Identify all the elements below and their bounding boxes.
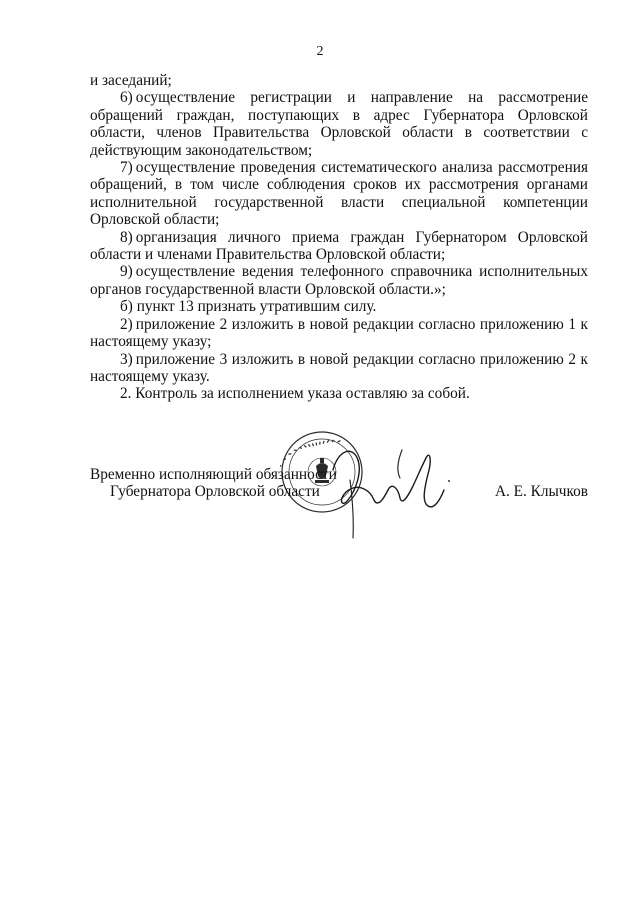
paragraph-item-b: б) пункт 13 признать утратившим силу. <box>120 298 377 316</box>
paragraph-item-8: 8) организация личного приема граждан Губернатором Орловской области и членами Правительства Орловской области; <box>90 228 588 264</box>
paragraph-control: 2. Контроль за исполнением указа оставляю за собой. <box>120 385 470 403</box>
paragraph-appendix-3: 3) приложение 3 изложить в новой редакции согласно приложению 2 к настоящему указу. <box>90 350 588 385</box>
signatory-title-line-2: Губернатора Орловской области <box>110 483 320 501</box>
scan-speck <box>448 480 450 482</box>
signatory-title-line-1: Временно исполняющий обязанности <box>90 466 337 483</box>
signatory-name: А. Е. Клычков <box>494 483 588 501</box>
paragraph-item-9: 9) осуществление ведения телефонного справочника исполнительных органов государственной власти Орловской области.»; <box>90 263 588 298</box>
document-body <box>90 72 588 403</box>
paragraph-continuation: и заседаний; <box>90 72 172 89</box>
paragraph-item-6: 6) осуществление регистрации и направление на рассмотрение обращений граждан, поступающих в адрес Губернатора Орловской области, членов Правительства Орловской области в соответствии с действующим законодательством; <box>90 89 588 159</box>
paragraph-appendix-2: 2) приложение 2 изложить в новой редакции согласно приложению 1 к настоящему указу; <box>90 315 588 351</box>
paragraph-item-7: 7) осуществление проведения систематического анализа рассмотрения обращений, в том числе соблюдения сроков их рассмотрения органами исполнительной государственной власти специальной компетенции Орловской области; <box>90 159 588 229</box>
signature-block <box>90 466 588 506</box>
page-number: 2 <box>316 44 324 59</box>
